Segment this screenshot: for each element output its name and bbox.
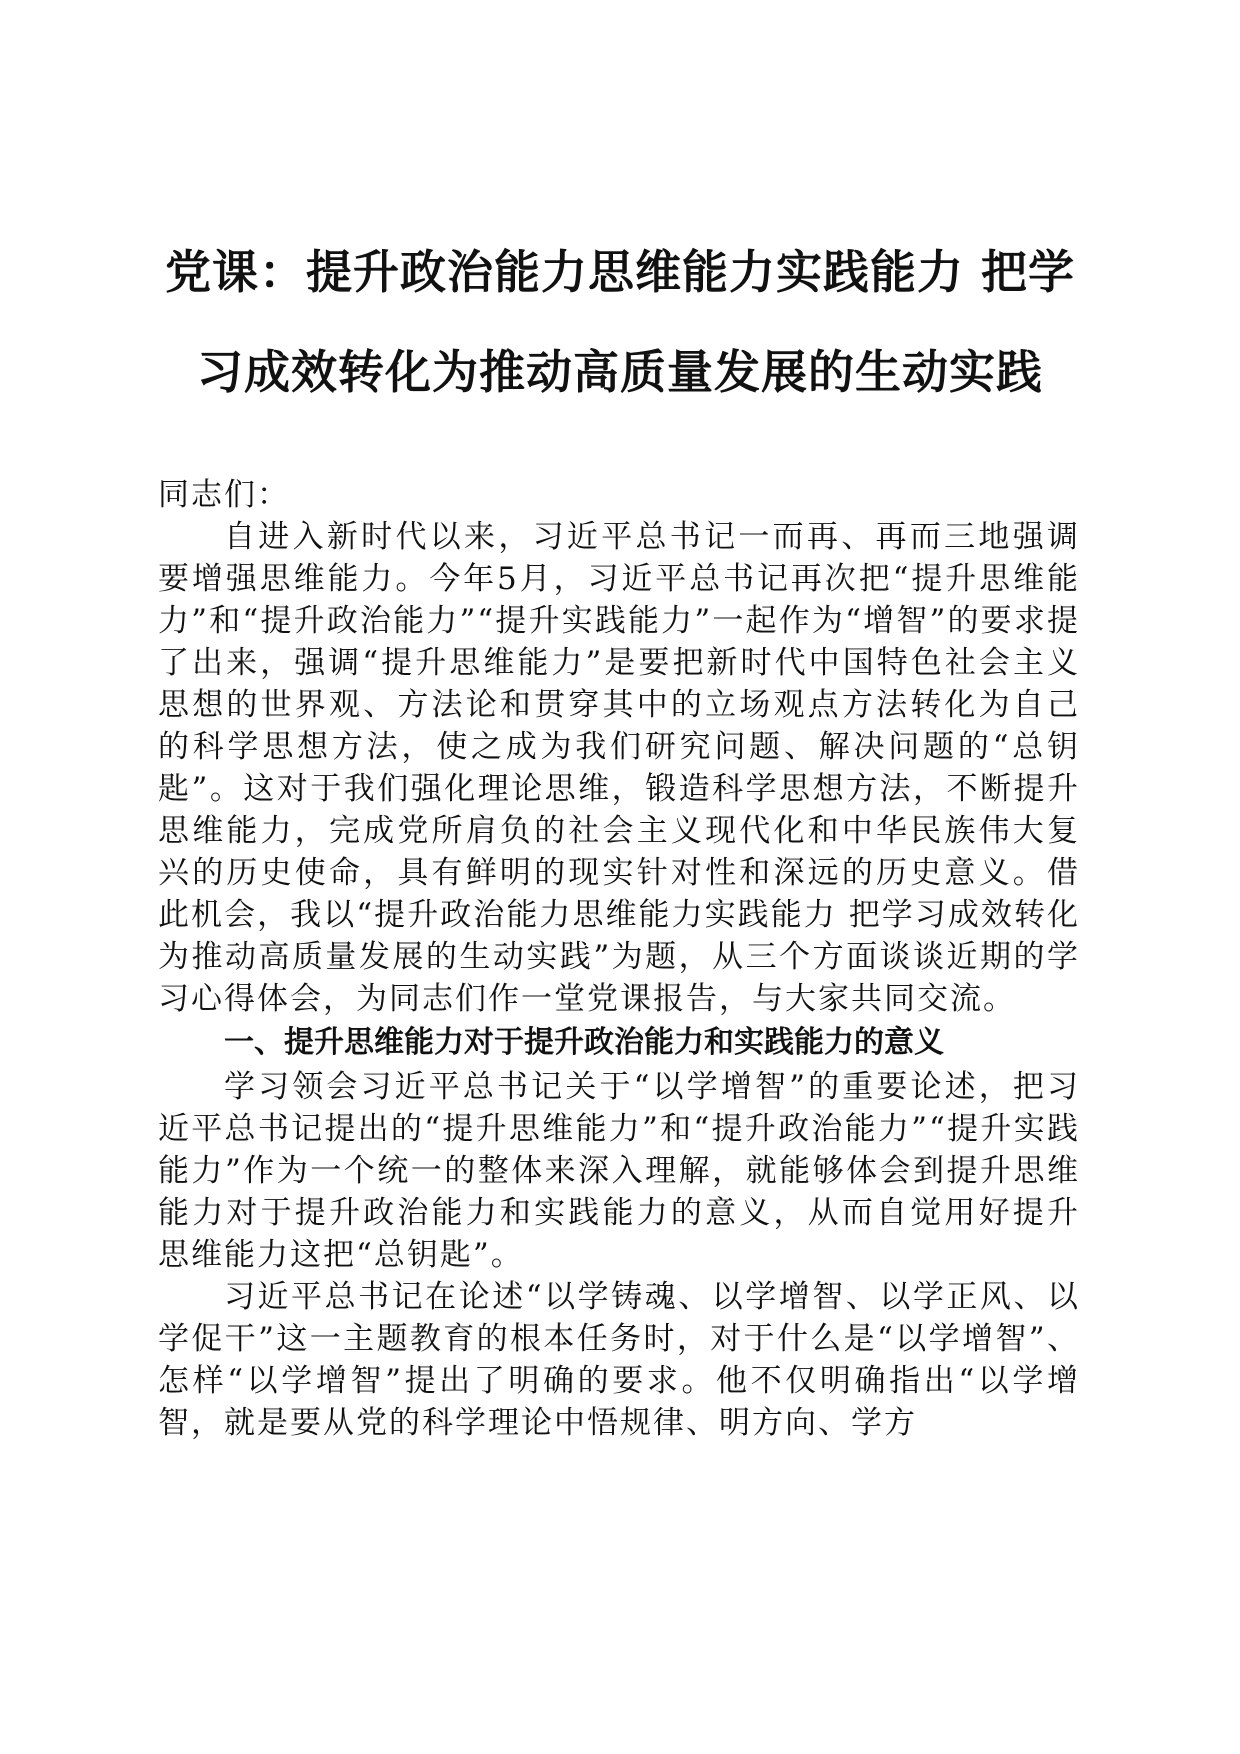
title-line-2: 习成效转化为推动高质量发展的生动实践: [197, 345, 1043, 399]
document-body: [158, 474, 1080, 1444]
section-paragraph-2: 习近平总书记在论述“以学铸魂、以学增智、以学正风、以学促干”这一主题教育的根本任务时，对于什么是“以学增智”、怎样“以学增智”提出了明确的要求。他不仅明确指出“以学增智，就是要从党的科学理论中悟规律、明方向、学方: [158, 1279, 1080, 1441]
section-heading: 一、提升思维能力对于提升政治能力和实践能力的意义: [224, 1025, 944, 1060]
section-paragraph-1: 学习领会习近平总书记关于“以学增智”的重要论述，把习近平总书记提出的“提升思维能力”和“提升政治能力”“提升实践能力”作为一个统一的整体来深入理解，就能够体会到提升思维能力对于提升政治能力和实践能力的意义，从而自觉用好提升思维能力这把“总钥匙”。: [158, 1069, 1080, 1273]
title-line-1: 党课：提升政治能力思维能力实践能力 把学: [164, 245, 1075, 299]
intro-paragraph: 自进入新时代以来，习近平总书记一而再、再而三地强调要增强思维能力。今年5月，习近平总书记再次把“提升思维能力”和“提升政治能力”“提升实践能力”一起作为“增智”的要求提了出来，强调“提升思维能力”是要把新时代中国特色社会主义思想的世界观、方法论和贯穿其中的立场观点方法转化为自己的科学思想方法，使之成为我们研究问题、解决问题的“总钥匙”。这对于我们强化理论思维，锻造科学思想方法，不断提升思维能力，完成党所肩负的社会主义现代化和中华民族伟大复兴的历史使命，具有鲜明的现实针对性和深远的历史意义。借此机会，我以“提升政治能力思维能力实践能力 把学习成效转化为推动高质量发展的生动实践”为题，从三个方面谈谈近期的学习心得体会，为同志们作一堂党课报告，与大家共同交流。: [158, 519, 1080, 1017]
salutation: 同志们：: [158, 477, 290, 513]
document-title: [150, 222, 1090, 422]
